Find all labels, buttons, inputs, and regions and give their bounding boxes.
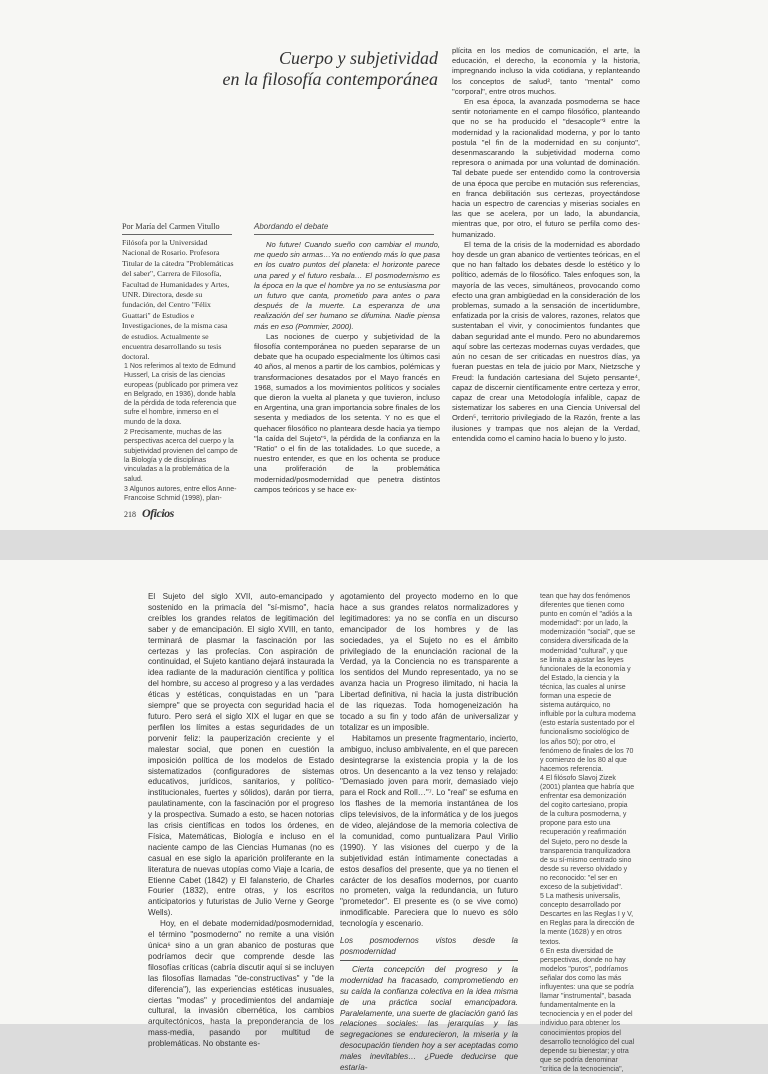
footnotes-page1 (124, 362, 240, 504)
footnote: 4 El filósofo Slavoj Zizek (2001) plantea que habría que enfrentar esa demonización del cogito cartesiano, propia de la cultura posmoderna, y propone para esto una recuperación y reafirmación del Sujeto, pero no desde la transparencia tranquilizadora de su sí-mismo centrado sino desde su reverso olvidado y no reconocido: "el ser en exceso de la subjetividad". (540, 774, 635, 891)
body-column-left (254, 240, 440, 495)
author-bio: Filósofa por la Universidad Nacional de Rosario. Profesora Titular de la cátedra "Problemáticas del saber", Carrera de Filosofía, Facultad de Humanidades y Artes, UNR. Directora, desde su fundación, del Centro "Félix Guattari" de Estudios e Investigaciones, de la misma casa de estudios. Actualmente se encuentra desarrollando su tesis doctoral. (122, 238, 234, 362)
paragraph: El tema de la crisis de la modernidad es abordado hoy desde un gran abanico de vertientes teóricas, en el que no han faltado los debates desde lo estético y lo político, además de lo filosófico. Tales enfoques son, la mayoría de las veces, simultáneos, provocando como efecto una gran ambigüedad en la consideración de los problemas, sumado a la sensación de incertidumbre, enfatizada por la crisis de valores, razones, relatos que sustentaban el vivir, y conocimientos fundantes que daban seguridad ante el mundo. Pero no abundaremos aquí sobre las certezas modernas cuyas verdades, que aún no cesan de ser criticadas en nuestros días, ya fueran puestas en tela de juicio por Marx, Nietzsche y Freud: la fundación cartesiana del Sujeto pensante⁴, capaz de discernir científicamente entre certeza y error, capaz de crear una Metodología infalible, capaz de sistematizar los saberes en una Ciencia Universal del Orden⁵, territorio privilegiado de la Razón, frente a las ilusiones y trampas que nos alejan de la Verdad, entendida como el camino hacia lo bueno y lo justo. (452, 239, 640, 443)
subsection-heading: Los posmodernos vistos desde la posmodernidad (340, 936, 518, 961)
page-218 (0, 0, 768, 530)
body-column-2 (340, 592, 518, 1074)
article-title (220, 48, 438, 90)
author-byline: Por María del Carmen Vitullo (122, 222, 232, 235)
paragraph: agotamiento del proyecto moderno en lo que hace a sus grandes relatos normalizadores y legitimadores: ya no se confía en un discurso emancipador de los hombres y de las sociedades, ya el Sujeto no es el ámbito privilegiado de la enunciación racional de la Verdad, ya la Conciencia no es transparente a los sentidos del Mundo representado, ya no se avanza hacia un Progreso ilimitado, ni hacia la Libertad definitiva, ni hacia la justa distribución de las riquezas. Toda homogeneización ha tocado a su fin y todo afán de universalizar y totalizar es un imposible. (340, 592, 518, 732)
footnote: 3 Algunos autores, entre ellos Anne-Francoise Schmid (1998), plan- (124, 485, 237, 503)
paragraph: El Sujeto del siglo XVII, auto-emancipado y sostenido en la primacía del "sí-mismo", hacía creíbles los grandes relatos de legitimación del saber y de emancipación. El siglo XVIII, en tanto, terminará de plasmar la fascinación por las certezas y las profecías. Con aspiración de continuidad, el Sujeto kantiano dejará instaurada la idea radiante de la maduración científica y política del hombre, su acceso al progreso y a las verdades éticas y estéticas, conquistadas en un "para siempre" que se proyecta con seguridad hacia el futuro. Pero será el siglo XIX el lugar en que se perfilen los límites a estas seguridades de un porvenir feliz: la pauperización creciente y el malestar social, que ponen en cuestión la imposición política de los modelos de Estado sistematizados (configuradores de sistemas educativos, jurídicos, sanitarios, y político-institucionales, fuertes y sólidos), darán por tierra, paulatinamente, con la fascinación por el progreso y la prospectiva. Sumado a esto, se hacen notorias las crisis científicas en todos los órdenes, en Física, Matemáticas, Biología e incluso en el naciente campo de las Ciencias Humanas (no es casual en ese siglo la aparición proliferante en la literatura de nuevas utopías como Viaje a Icaria, de Etienne Cabet (1842) y El falansterio, de Charles Fourier (1832), entre otras, y los escritos anticipatorios y futuristas de Julio Verne y George Wells). (148, 592, 334, 918)
footnote: 6 En esta diversidad de perspectivas, donde no hay modelos "puros", podríamos señalar dos como las más influyentes: una que se podría llamar "instrumental", basada fundamentalmente en la tecnociencia y en el poder del individuo para obtener los conocimientos propios del desarrollo tecnológico del cual depende su bienestar; y otra que se podría denominar "crítica de la tecnociencia", (540, 947, 635, 1073)
title-line-1: Cuerpo y subjetividad (279, 48, 438, 68)
page-gap (0, 530, 768, 560)
footnote: 5 La mathesis universalis, concepto desarrollado por Descartes en las Reglas I y V, en Reglas para la dirección de la mente (1628) y en otros textos. (540, 893, 635, 946)
body-column-right (452, 46, 640, 444)
magazine-logo: Oficios (142, 506, 174, 520)
footnote: 1 Nos referimos al texto de Edmund Husserl, La crisis de las ciencias europeas (publicado por primera vez en Belgrado, en 1936), donde habla de la pérdida de toda referencia que sufre el hombre, inmerso en el mundo de la doxa. (124, 363, 239, 426)
section-heading: Abordando el debate (254, 222, 434, 235)
page-number: 218 (124, 510, 136, 519)
block-quote: Cierta concepción del progreso y la modernidad ha fracasado, comprometiendo en su caída la confianza colectiva en la idea misma de una práctica social emancipadora. Paralelamente, una suerte de glaciación ganó las relaciones sociales: las jerarquías y las segregaciones se endurecieron, la miseria y la desocupación tienden hoy a ser aceptadas como males inevitables… ¿Puede deducirse que estaría- (340, 964, 518, 1073)
paragraph: Hoy, en el debate modernidad/posmodernidad, el término "posmoderno" no remite a una visión única⁶ sino a un gran abanico de posturas que podríamos decir que comprende desde las filosofías críticas (cabría discutir aquí si se incluyen las filosofías llamadas "de-constructivas" y "de la diferencia"), las experiencias estéticas inusuales, ciertas "modas" y procedimientos del andamiaje cultural, la invasión cibernética, los cambios arquitectónicos, hasta la preponderancia de los mass-media, pasando por multitud de problemáticas. No obstante es- (148, 919, 334, 1049)
body-column-1 (148, 592, 334, 1050)
paragraph: Las nociones de cuerpo y subjetividad de la filosofía contemporánea no pueden separarse de un debate que ha ocupado especialmente los últimos casi 40 años, al menos a partir de los cambios, polémicas y transformaciones desatados por el Mayo francés en 1968, sumados a los movimientos políticos y sociales que dieron la vuelta al planeta y que tuvieron, incluso en Argentina, una gran importancia sobre finales de los sesenta y mediados de los setenta. Y no es que el quehacer filosófico no planteara desde hacia ya tiempo "la caída del Sujeto"¹, la pérdida de la confianza en la "Ratio" o el fin de las totalidades. Lo que sucede, a nuestro entender, es que en los ochenta se produce una proliferación de la problemática modernidad/posmodernidad que penetra distintos campos teóricos y se hace ex- (254, 331, 440, 494)
paragraph: En esa época, la avanzada posmoderna se hace sentir notoriamente en el campo filosófico, planteando que no se ha producido el "desacople"³ entre la modernidad y la racionalidad moderna, y por lo tanto postula "el fin de la modernidad en su conjunto", desenmascarando la subjetividad moderna como represora o animada por una voluntad de dominación. Tal debate puede ser entendido como la controversia de una época que percibe en mutación sus referencias, en franca debilitación sus certezas, proyectándose hacia un espectro de carencias y miserias sociales en las que se acelera, por un lado, la abundancia, mientras que, por otro, el futuro se perfila como des-humanizado. (452, 97, 640, 239)
paragraph: plícita en los medios de comunicación, el arte, la educación, el derecho, la economía y la historia, impregnando incluso la vida cotidiana, y replanteando los conceptos de salud², tanto "mental" como "corporal", entre otros muchos. (452, 46, 640, 96)
paragraph: Habitamos un presente fragmentario, incierto, ambiguo, incluso ambivalente, en el que parecen desintegrarse la existencia propia y la de los otros. Un desencanto a la vez tenso y relajado: "Demasiado joven para morir, demasiado viejo para el Rock and Roll…"⁷. Lo "real" se esfuma en los flashes de la memoria instantánea de los clips televisivos, de la informática y de los juegos de video, alejándose de la memoria colectiva de la comunidad, como puntualizara Paul Virilio (1990). Y las visiones del cuerpo y de la subjetividad están íntimamente conectadas a estos desafíos del presente, que ya no tienen el carácter de los desafíos modernos, por cuanto no prometen, valga la redundancia, un futuro "prometedor". El presente es (o se vive como) inmodificable. Pareciera que lo nuevo es sólo tecnología y escenario. (340, 733, 518, 929)
page-219 (0, 560, 768, 1073)
title-line-2: en la filosofía contemporánea (222, 69, 438, 89)
epigraph-quote: No future! Cuando sueño con cambiar el mundo, me quedo sin armas…Ya no entiendo más lo que pasa en los cuatro puntos del planeta: el horizonte parece una pared y el futuro resbala… El posmodernismo es la época en la que el hombre ya no se entusiasma por un futuro que canta, prometido para antes o para después de la muerte. La esperanza de una realización del ser humano se difumina. Nadie piensa más en eso (Pommier, 2000). (254, 240, 440, 331)
footnotes-column (540, 592, 636, 1074)
footnote: tean que hay dos fenómenos diferentes que tienen como punto en común el "adiós a la modernidad": por un lado, la modernización "social", que se considera diversificada de la modernidad "cultural", y que se limita a ajustar las leyes funcionales de la economía y del Estado, la ciencia y la técnica, las cuales al unirse forman una especie de sistema autárquico, no influible por la cultura moderna (esto estaría sustentado por el funcionalismo sociológico de los años 50); por otro, el fenómeno de finales de los 70 y comienzo de los 80 al que hacemos referencia. (540, 593, 636, 773)
footnote: 2 Precisamente, muchas de las perspectivas acerca del cuerpo y la subjetividad provienen del campo de la Biología y de disciplinas vinculadas a la problemática de la salud. (124, 429, 238, 483)
